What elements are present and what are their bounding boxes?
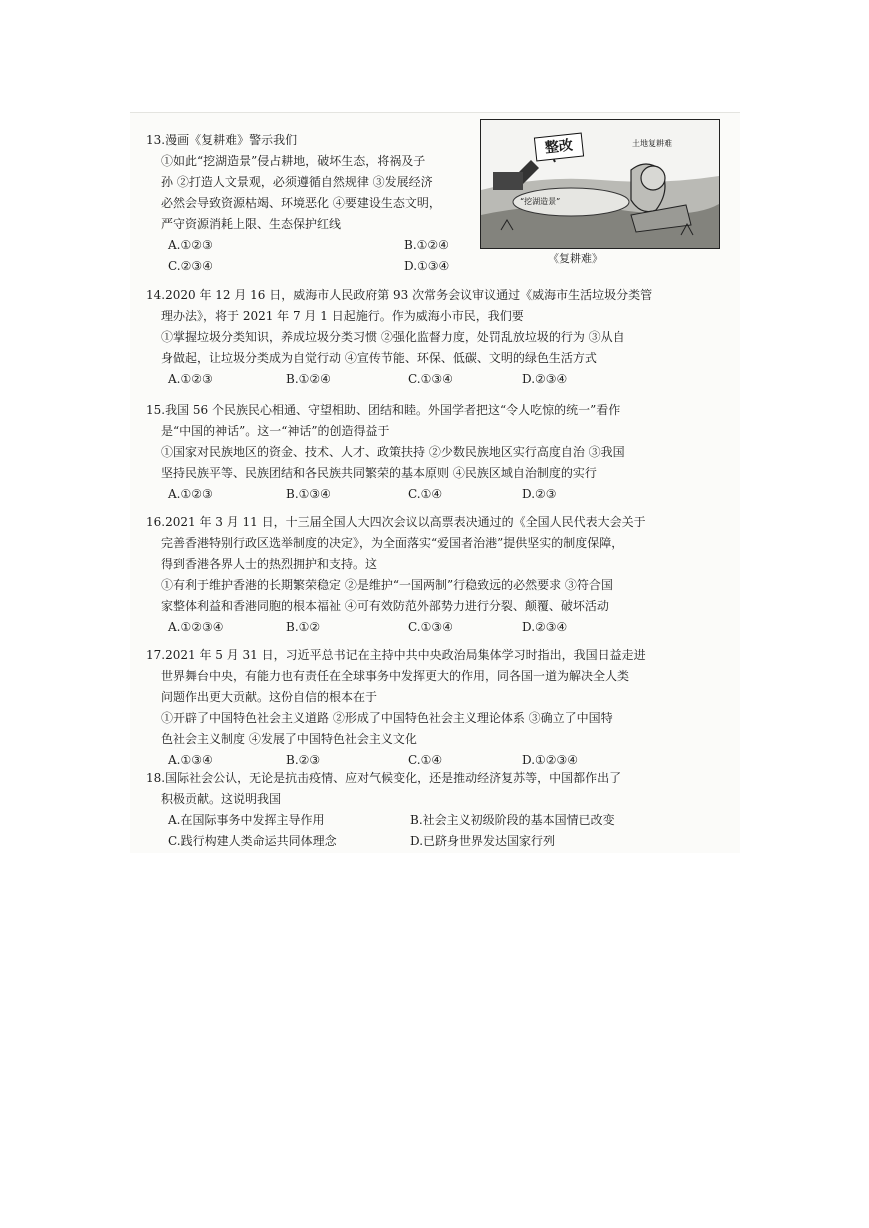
q17-option-b[interactable]: B.②③ [286, 753, 321, 767]
q16-options [146, 617, 706, 638]
q17-option-d[interactable]: D.①②③④ [522, 753, 579, 767]
q13-line-3: 必然会导致资源枯竭、环境恶化 ④要建设生态文明， [161, 196, 441, 210]
q17-option-c[interactable]: C.①④ [408, 753, 443, 767]
q13-options-row-1 [146, 235, 476, 256]
q17-line-2: 色社会主义制度 ④发展了中国特色社会主义文化 [161, 732, 417, 746]
q15-options [146, 484, 706, 505]
cartoon-label-lake: “挖湖造景” [520, 197, 561, 206]
q15-stem-1: 15.我国 56 个民族民心相通、守望相助、团结和睦。外国学者把这“令人吃惊的统一”看作 [146, 403, 621, 417]
q16-line-2: 家整体利益和香港同胞的根本福祉 ④可有效防范外部势力进行分裂、颠覆、破坏活动 [161, 599, 609, 613]
cartoon-image [480, 119, 720, 249]
q16-option-d[interactable]: D.②③④ [522, 620, 568, 634]
cartoon-caption: 《复耕难》 [548, 252, 603, 265]
q17-stem-3: 问题作出更大贡献。这份自信的根本在于 [161, 690, 378, 704]
q14-option-d[interactable]: D.②③④ [522, 372, 568, 386]
q15-stem-2: 是“中国的神话”。这一“神话”的创造得益于 [161, 424, 390, 438]
q16-stem-1: 16.2021 年 3 月 11 日，十三届全国人大四次会议以高票表决通过的《全国人民代表大会关于 [146, 515, 646, 529]
q13-line-2: 孙 ②打造人文景观，必须遵循自然规律 ③发展经济 [161, 175, 433, 189]
q14-stem-2: 理办法》，将于 2021 年 7 月 1 日起施行。作为威海小市民，我们要 [161, 309, 524, 323]
q18-option-d[interactable]: D.已跻身世界发达国家行列 [410, 834, 556, 848]
q14-option-c[interactable]: C.①③④ [408, 372, 453, 386]
cartoon-drawing-icon [481, 120, 719, 248]
q13-line-4: 严守资源消耗上限、生态保护红线 [161, 217, 342, 231]
q17-stem-2: 世界舞台中央，有能力也有责任在全球事务中发挥更大的作用，同各国一道为解决全人类 [161, 669, 630, 683]
question-15 [146, 400, 706, 505]
question-16 [146, 512, 706, 638]
q16-stem-2: 完善香港特别行政区选举制度的决定》，为全面落实“爱国者治港”提供坚实的制度保障， [161, 536, 624, 550]
q13-line-1: ①如此“挖湖造景”侵占耕地，破坏生态，将祸及子 [161, 154, 426, 168]
q14-options [146, 369, 706, 390]
q13-option-a[interactable]: A.①②③ [168, 238, 213, 252]
question-13 [146, 130, 476, 277]
q15-option-c[interactable]: C.①④ [408, 487, 443, 501]
q15-line-2: 坚持民族平等、民族团结和各民族共同繁荣的基本原则 ④民族区域自治制度的实行 [161, 466, 597, 480]
q14-line-2: 身做起，让垃圾分类成为自觉行动 ④宣传节能、环保、低碳、文明的绿色生活方式 [161, 351, 597, 365]
q17-line-1: ①开辟了中国特色社会主义道路 ②形成了中国特色社会主义理论体系 ③确立了中国特 [161, 711, 613, 725]
question-17 [146, 645, 706, 771]
q13-stem: 13.漫画《复耕难》警示我们 [146, 133, 298, 147]
cartoon-label-right: 土地复耕难 [632, 139, 672, 148]
q13-option-c[interactable]: C.②③④ [168, 259, 213, 273]
q18-stem-2: 积极贡献。这说明我国 [161, 792, 282, 806]
q16-option-a[interactable]: A.①②③④ [168, 620, 224, 634]
q13-options-row-2 [146, 256, 476, 277]
q17-option-a[interactable]: A.①③④ [168, 753, 213, 767]
q18-option-a[interactable]: A.在国际事务中发挥主导作用 [168, 813, 325, 827]
q16-option-c[interactable]: C.①③④ [408, 620, 453, 634]
q14-stem-1: 14.2020 年 12 月 16 日，威海市人民政府第 93 次常务会议审议通过《威海市生活垃圾分类管 [146, 288, 653, 302]
q16-line-1: ①有利于维护香港的长期繁荣稳定 ②是维护“一国两制”行稳致远的必然要求 ③符合国 [161, 578, 613, 592]
q18-option-b[interactable]: B.社会主义初级阶段的基本国情已改变 [410, 813, 615, 827]
question-18 [146, 768, 706, 852]
q16-option-b[interactable]: B.①② [286, 620, 321, 634]
q18-stem-1: 18.国际社会公认，无论是抗击疫情、应对气候变化，还是推动经济复苏等，中国都作出了 [146, 771, 622, 785]
q13-option-b[interactable]: B.①②④ [404, 238, 449, 252]
q17-stem-1: 17.2021 年 5 月 31 日，习近平总书记在主持中共中央政治局集体学习时指出，我国日益走进 [146, 648, 646, 662]
q18-option-c[interactable]: C.践行构建人类命运共同体理念 [168, 834, 337, 848]
q18-options-row-1 [146, 810, 706, 831]
q15-option-a[interactable]: A.①②③ [168, 487, 213, 501]
q18-options-row-2 [146, 831, 706, 852]
q16-stem-3: 得到香港各界人士的热烈拥护和支持。这 [161, 557, 378, 571]
q14-option-a[interactable]: A.①②③ [168, 372, 213, 386]
q15-option-b[interactable]: B.①③④ [286, 487, 331, 501]
q14-line-1: ①掌握垃圾分类知识，养成垃圾分类习惯 ②强化监督力度，处罚乱放垃圾的行为 ③从自 [161, 330, 625, 344]
q14-option-b[interactable]: B.①②④ [286, 372, 331, 386]
q15-option-d[interactable]: D.②③ [522, 487, 557, 501]
cartoon-sign: 整改 [534, 133, 584, 162]
question-14 [146, 285, 706, 390]
q13-option-d[interactable]: D.①③④ [404, 259, 450, 273]
q15-line-1: ①国家对民族地区的资金、技术、人才、政策扶持 ②少数民族地区实行高度自治 ③我国 [161, 445, 625, 459]
